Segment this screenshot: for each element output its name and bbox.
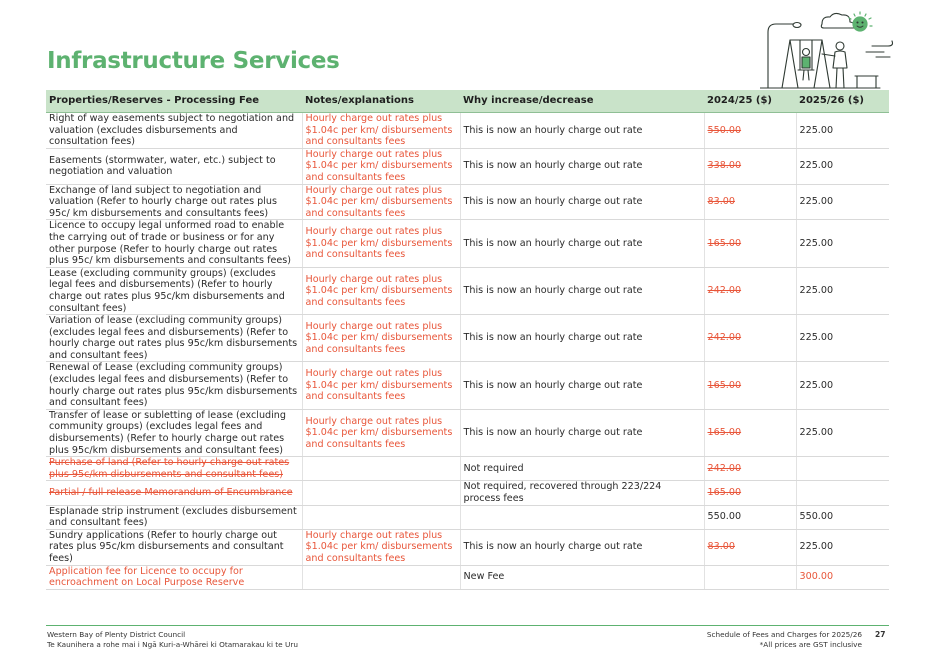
fee-notes: Hourly charge out rates plus $1.04c per km/ disbursements and consultants fees (302, 529, 460, 565)
fee-2025-26 (796, 457, 889, 481)
playground-illustration (760, 10, 900, 90)
fee-2025-26: 225.00 (796, 220, 889, 267)
fee-reason: This is now an hourly charge out rate (460, 362, 704, 409)
fee-name: Variation of lease (excluding community groups) (excludes legal fees and disbursements) (Refer to hourly charge out rates plus 95c/km disbursements and consultant fees) (46, 315, 302, 362)
fee-2025-26: 225.00 (796, 148, 889, 184)
table-row (46, 362, 889, 409)
fee-name: Esplanade strip instrument (excludes disbursement and consultant fees) (46, 505, 302, 529)
fee-reason: This is now an hourly charge out rate (460, 184, 704, 220)
fee-name: Right of way easements subject to negotiation and valuation (excludes disbursements and consultation fees) (46, 113, 302, 149)
header-notes: Notes/explanations (302, 90, 460, 113)
header-why: Why increase/decrease (460, 90, 704, 113)
table-row (46, 267, 889, 314)
fee-2024-25: 83.00 (704, 184, 796, 220)
fee-2025-26: 225.00 (796, 362, 889, 409)
fee-notes: Hourly charge out rates plus $1.04c per km/ disbursements and consultants fees (302, 184, 460, 220)
table-row (46, 148, 889, 184)
footer-doc-title: Schedule of Fees and Charges for 2025/26 (706, 630, 862, 639)
fee-notes (302, 505, 460, 529)
footer-gst-note: *All prices are GST inclusive (759, 639, 862, 649)
fee-reason (460, 505, 704, 529)
fee-name: Sundry applications (Refer to hourly charge out rates plus 95c/km disbursements and consultant fees) (46, 529, 302, 565)
fee-reason: This is now an hourly charge out rate (460, 220, 704, 267)
fee-2025-26 (796, 481, 889, 505)
fee-reason: This is now an hourly charge out rate (460, 409, 704, 456)
fee-name: Renewal of Lease (excluding community groups) (excludes legal fees and disbursements) (Refer to hourly charge out rates plus 95c/km disbursements and consultant fees) (46, 362, 302, 409)
fee-name: Licence to occupy legal unformed road to enable the carrying out of trade or business or for any other purpose (Refer to hourly charge out rates plus 95c/ km disbursements and consultants fees) (46, 220, 302, 267)
fee-reason: This is now an hourly charge out rate (460, 315, 704, 362)
fee-2025-26: 550.00 (796, 505, 889, 529)
table-row (46, 220, 889, 267)
header-properties: Properties/Reserves - Processing Fee (46, 90, 302, 113)
fee-2025-26: 225.00 (796, 529, 889, 565)
table-row (46, 184, 889, 220)
table-row (46, 505, 889, 529)
fee-notes: Hourly charge out rates plus $1.04c per km/ disbursements and consultants fees (302, 315, 460, 362)
fee-2024-25: 165.00 (704, 481, 796, 505)
fee-2025-26: 300.00 (796, 565, 889, 589)
fee-2025-26: 225.00 (796, 113, 889, 149)
footer-left (47, 630, 298, 649)
fee-notes (302, 481, 460, 505)
page-title: Infrastructure Services (47, 48, 340, 74)
fee-notes: Hourly charge out rates plus $1.04c per km/ disbursements and consultants fees (302, 148, 460, 184)
table-header-row (46, 90, 889, 113)
fee-2024-25: 242.00 (704, 457, 796, 481)
header-2025-26: 2025/26 ($) (796, 90, 889, 113)
fee-2025-26: 225.00 (796, 315, 889, 362)
fee-notes: Hourly charge out rates plus $1.04c per km/ disbursements and consultants fees (302, 362, 460, 409)
fee-name: Application fee for Licence to occupy for encroachment on Local Purpose Reserve (46, 565, 302, 589)
page-number: 27 (875, 630, 886, 639)
fee-reason: New Fee (460, 565, 704, 589)
fee-reason: This is now an hourly charge out rate (460, 113, 704, 149)
fee-2024-25: 242.00 (704, 267, 796, 314)
footer-right (700, 630, 862, 649)
fee-reason: This is now an hourly charge out rate (460, 148, 704, 184)
fee-2024-25: 165.00 (704, 409, 796, 456)
fee-name: Purchase of land (Refer to hourly charge out rates plus 95c/km disbursements and consultant fees) (46, 457, 302, 481)
table-row (46, 565, 889, 589)
fee-2024-25: 83.00 (704, 529, 796, 565)
fee-name: Exchange of land subject to negotiation and valuation (Refer to hourly charge out rates plus 95c/ km disbursements and consultants fees) (46, 184, 302, 220)
footer-divider (46, 625, 889, 626)
footer-org: Western Bay of Plenty District Council (47, 630, 186, 639)
fee-reason: This is now an hourly charge out rate (460, 529, 704, 565)
fee-2025-26: 225.00 (796, 267, 889, 314)
footer-org-maori: Te Kaunihera a rohe mai i Ngā Kuri-a-Whārei ki Otamarakau ki te Uru (47, 639, 298, 649)
table-row (46, 457, 889, 481)
fee-2025-26: 225.00 (796, 184, 889, 220)
fee-name: Easements (stormwater, water, etc.) subject to negotiation and valuation (46, 148, 302, 184)
fee-notes (302, 457, 460, 481)
table-row (46, 315, 889, 362)
fee-name: Transfer of lease or subletting of lease (excluding community groups) (excludes legal fees and disbursements) (Refer to hourly charge out rates plus 95c/km disbursements and consultant fees) (46, 409, 302, 456)
fee-reason: Not required, recovered through 223/224 process fees (460, 481, 704, 505)
table-row (46, 113, 889, 149)
fee-2024-25: 165.00 (704, 362, 796, 409)
fee-2024-25: 550.00 (704, 113, 796, 149)
fee-notes: Hourly charge out rates plus $1.04c per km/ disbursements and consultants fees (302, 267, 460, 314)
fee-reason: Not required (460, 457, 704, 481)
fee-2024-25 (704, 565, 796, 589)
fee-2024-25: 165.00 (704, 220, 796, 267)
fee-2024-25: 338.00 (704, 148, 796, 184)
fee-2025-26: 225.00 (796, 409, 889, 456)
fee-reason: This is now an hourly charge out rate (460, 267, 704, 314)
fee-2024-25: 242.00 (704, 315, 796, 362)
table-row (46, 529, 889, 565)
fee-notes: Hourly charge out rates plus $1.04c per km/ disbursements and consultants fees (302, 409, 460, 456)
fee-name: Lease (excluding community groups) (excludes legal fees and disbursements) (Refer to hourly charge out rates plus 95c/km disbursements and consultant fees) (46, 267, 302, 314)
processing-fees-table (46, 90, 889, 590)
fee-notes: Hourly charge out rates plus $1.04c per km/ disbursements and consultants fees (302, 220, 460, 267)
fee-name: Partial / full release Memorandum of Encumbrance (46, 481, 302, 505)
fee-2024-25: 550.00 (704, 505, 796, 529)
table-row (46, 481, 889, 505)
header-2024-25: 2024/25 ($) (704, 90, 796, 113)
fee-notes (302, 565, 460, 589)
table-row (46, 409, 889, 456)
fee-notes: Hourly charge out rates plus $1.04c per km/ disbursements and consultants fees (302, 113, 460, 149)
